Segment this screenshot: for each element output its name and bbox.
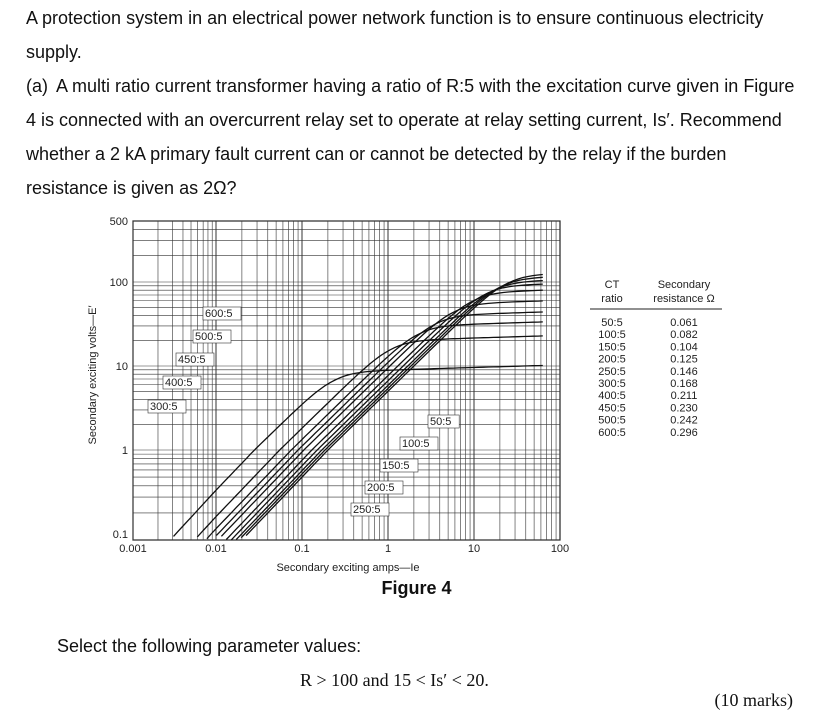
table-ratio: 50:5 [601, 317, 623, 329]
y-axis-label: Secondary exciting volts—E′ [87, 305, 99, 445]
excitation-curve [226, 290, 543, 539]
y-tick-label: 0.1 [112, 529, 128, 541]
x-tick-label: 0.01 [205, 543, 227, 555]
y-tick-label: 10 [115, 361, 128, 373]
table-header-ratio-2: ratio [601, 293, 623, 305]
excitation-curve [241, 277, 543, 537]
table-resistance: 0.230 [670, 402, 698, 415]
x-tick-label: 10 [467, 543, 481, 555]
table-ratio: 300:5 [598, 378, 626, 390]
table-ratio: 250:5 [598, 365, 626, 378]
table-resistance: 0.242 [670, 414, 698, 427]
table-ratio: 450:5 [598, 402, 626, 415]
select-parameters-text: Select the following parameter values: [57, 636, 362, 656]
curve-label: 200:5 [367, 482, 395, 494]
table-ratio: 100:5 [598, 329, 626, 342]
table-resistance: 0.146 [670, 365, 698, 378]
curve-label: 100:5 [402, 438, 430, 450]
table-resistance: 0.168 [670, 378, 698, 390]
curve-label: 450:5 [178, 354, 206, 366]
table-header-res-1: Secondary [657, 279, 711, 291]
table-resistance: 0.061 [670, 317, 698, 329]
curve-labels [148, 307, 459, 516]
curve-label: 300:5 [150, 401, 178, 413]
table-resistance: 0.296 [670, 426, 698, 439]
curve-label: 400:5 [165, 377, 193, 389]
question-intro: A protection system in an electrical power network function is to ensure continuous electricity supply. [26, 8, 764, 62]
table-ratio: 400:5 [598, 390, 626, 403]
excitation-curve [221, 301, 542, 536]
x-tick-label: 1 [384, 543, 392, 555]
curve-label: 150:5 [382, 460, 410, 472]
table-resistance: 0.082 [670, 329, 698, 342]
parameter-values: R > 100 and 15 < Is′ < 20. [300, 670, 489, 690]
y-tick-label: 100 [109, 277, 128, 289]
x-tick-label: 100 [550, 543, 570, 555]
curve-label: 250:5 [353, 504, 381, 516]
curve-label: 600:5 [205, 308, 233, 320]
figure-caption: Figure 4 [381, 578, 452, 598]
table-ratio: 600:5 [598, 426, 626, 439]
table-ratio: 150:5 [598, 341, 626, 354]
table-resistance: 0.125 [670, 353, 698, 366]
curve-label: 500:5 [195, 331, 223, 343]
x-axis-label: Secondary exciting amps—Ie [276, 562, 420, 574]
y-tick-label: 1 [121, 445, 128, 457]
table-resistance: 0.211 [670, 390, 698, 403]
table-ratio: 500:5 [598, 414, 626, 427]
x-tick-label: 0.1 [294, 543, 310, 555]
table-header-res-2: resistance Ω [653, 293, 715, 305]
part-a-label: (a) [26, 76, 48, 96]
table-header-ratio-1: CT [604, 279, 620, 291]
table-ratio: 200:5 [598, 353, 626, 366]
x-tick-label: 0.001 [119, 543, 147, 555]
y-tick-label: 500 [109, 216, 128, 228]
table-resistance: 0.104 [670, 341, 698, 354]
marks-label: (10 marks) [714, 690, 793, 710]
part-a-text: A multi ratio current transformer having a ratio of R:5 with the excitation curve given in Figure 4 is connected with an overcurrent relay set to operate at relay setting current, Is′. Recommend whether a 2 kA primary fault current can or cannot be detected by the relay if the burden resistance is given as 2Ω? [26, 76, 795, 198]
curve-label: 50:5 [430, 416, 452, 428]
ct-ratio-table [590, 279, 722, 439]
